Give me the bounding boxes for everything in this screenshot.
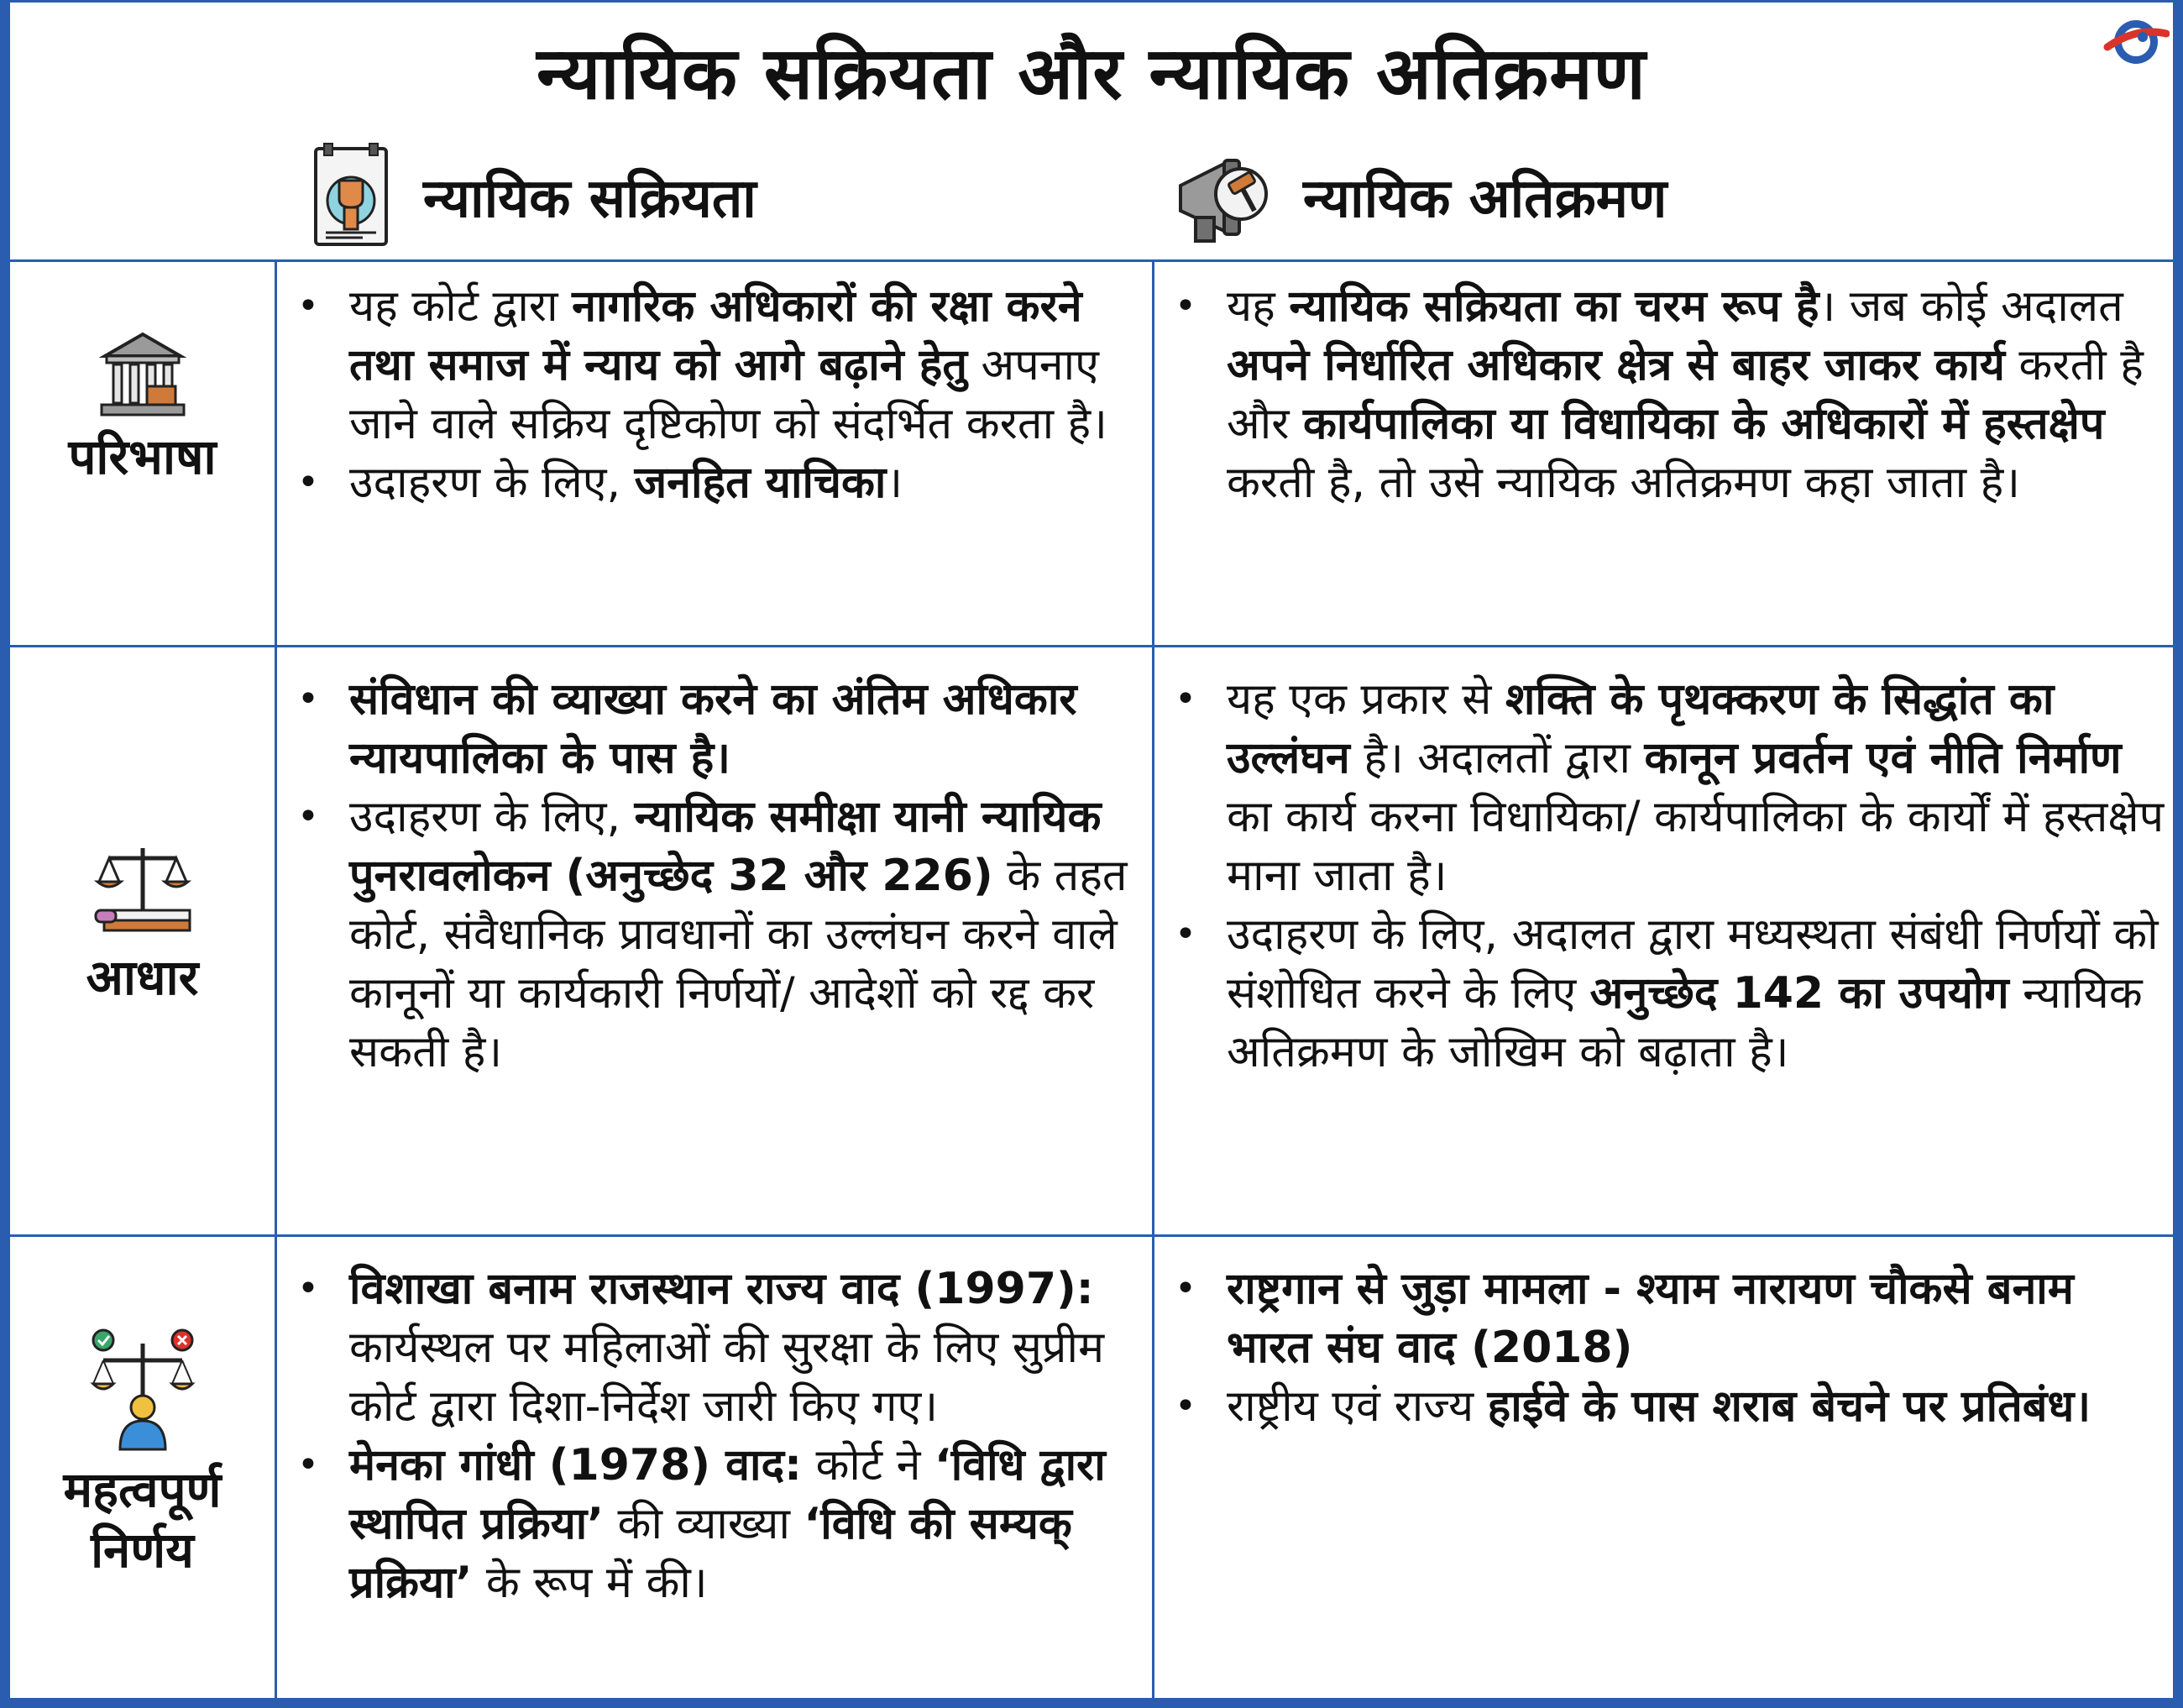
bullet-item xyxy=(284,788,1140,1082)
bullet-list xyxy=(1161,670,2169,1082)
brand-logo-icon xyxy=(2102,8,2170,69)
text: । xyxy=(886,458,903,508)
grid-line-label-column xyxy=(275,259,277,1698)
grid-line-row2 xyxy=(10,1234,2173,1237)
courthouse-icon xyxy=(97,327,189,420)
bold-text: संविधान की व्याख्या करने का अंतिम अधिकार न्यायपालिका के पास है। xyxy=(349,674,1077,783)
column-header-judicial-activism xyxy=(309,141,756,250)
cell-overreach-definition xyxy=(1161,277,2169,512)
bullet-item xyxy=(284,670,1140,788)
grid-line-row1 xyxy=(10,645,2173,647)
bullet-item xyxy=(1161,905,2169,1082)
bullet-list xyxy=(284,277,1140,512)
bullet-item xyxy=(284,1260,1140,1436)
row-label-judgments-text: महत्वपूर्ण निर्णय xyxy=(63,1461,222,1579)
bullet-item xyxy=(284,1436,1140,1612)
text: करती है, तो उसे न्यायिक अतिक्रमण कहा जाता है। xyxy=(1227,458,2020,508)
page-title: न्यायिक सक्रियता और न्यायिक अतिक्रमण xyxy=(537,32,1646,116)
text: यह कोर्ट द्वारा xyxy=(349,281,573,332)
text: उदाहरण के लिए, xyxy=(349,792,635,842)
text: की व्याख्या xyxy=(604,1499,804,1549)
bold-text: विशाखा बनाम राजस्थान राज्य वाद (1997): xyxy=(349,1264,1094,1314)
bold-text: अपने निर्धारित अधिकार क्षेत्र से बाहर जाकर कार्य xyxy=(1227,340,2005,390)
text: के रूप में की। xyxy=(472,1558,708,1608)
text: । जब कोई अदालत xyxy=(1819,281,2123,332)
bold-text: राष्ट्रगान से जुड़ा मामला - श्याम नारायण चौकसे बनाम भारत संघ वाद (2018) xyxy=(1227,1264,2074,1373)
protest-fist-document-icon xyxy=(309,142,393,249)
text: कार्यस्थल पर महिलाओं की सुरक्षा के लिए सुप्रीम कोर्ट द्वारा दिशा-निर्देश जारी किए गए। xyxy=(349,1323,1105,1432)
text: है। अदालतों द्वारा xyxy=(1349,733,1645,783)
text: यह xyxy=(1227,281,1290,332)
grid-line-middle xyxy=(1152,259,1154,1698)
row-label-definition xyxy=(10,327,275,487)
cell-overreach-judgments xyxy=(1161,1260,2169,1436)
bold-text: शक्ति के पृथक्करण के सिद्धांत का उल्लंघन xyxy=(1227,674,2055,783)
bold-text: हाईवे के पास शराब बेचने पर प्रतिबंध। xyxy=(1487,1381,2091,1432)
column-header-right-text: न्यायिक अतिक्रमण xyxy=(1303,167,1667,230)
scales-on-books-icon xyxy=(92,840,193,940)
bold-text: अनुच्छेद 142 का उपयोग xyxy=(1589,968,2009,1019)
bullet-item xyxy=(284,277,1140,453)
bullet-item xyxy=(1161,1260,2169,1377)
grid-line-header xyxy=(10,259,2173,262)
bullet-list xyxy=(1161,277,2169,512)
bold-text: जनहित याचिका xyxy=(634,458,887,508)
bold-text: कार्यपालिका या विधायिका के अधिकारों में हस्तक्षेप xyxy=(1303,399,2105,449)
bullet-list xyxy=(284,670,1140,1082)
row-label-basis-text: आधार xyxy=(86,949,199,1006)
judge-with-scales-icon xyxy=(88,1327,197,1453)
bold-text: कानून प्रवर्तन एवं नीति निर्माण xyxy=(1644,733,2122,783)
text: कोर्ट ने xyxy=(801,1440,934,1491)
gavel-megaphone-icon xyxy=(1174,145,1273,246)
cell-activism-judgments xyxy=(284,1260,1140,1612)
text: अपनाए जाने वाले सक्रिय दृष्टिकोण को संदर्भित करता है। xyxy=(349,340,1107,449)
bullet-list xyxy=(284,1260,1140,1612)
text: उदाहरण के लिए, xyxy=(349,458,635,508)
text: के तहत कोर्ट, संवैधानिक प्रावधानों का उल्लंघन करने वाले कानूनों या कार्यकारी निर्णयों/ आदेशों को रद्द कर सकती है। xyxy=(349,851,1128,1077)
bullet-list xyxy=(1161,1260,2169,1436)
row-label-definition-text: परिभाषा xyxy=(68,428,217,485)
bold-text: मेनका गांधी (1978) वाद: xyxy=(349,1440,802,1491)
cell-activism-definition xyxy=(284,277,1140,512)
bold-text: न्यायिक सक्रियता का चरम रूप है xyxy=(1289,281,1819,332)
text: राष्ट्रीय एवं राज्य xyxy=(1227,1381,1488,1432)
bullet-item xyxy=(1161,1377,2169,1436)
bold-text: ‘विधि की सम्यक् प्रक्रिया’ xyxy=(349,1499,1072,1608)
cell-overreach-basis xyxy=(1161,670,2169,1082)
text: न्यायिक अतिक्रमण के जोखिम को बढ़ाता है। xyxy=(1227,968,2143,1077)
bold-text: ‘विधि द्वारा स्थापित प्रक्रिया’ xyxy=(349,1440,1106,1549)
text: करती है और xyxy=(1227,340,2144,449)
text: का कार्य करना विधायिका/ कार्यपालिका के कार्यों में हस्तक्षेप माना जाता है। xyxy=(1227,792,2165,901)
bullet-item xyxy=(1161,277,2169,512)
row-label-basis xyxy=(10,840,275,1008)
bold-text: न्यायिक समीक्षा यानी न्यायिक पुनरावलोकन (अनुच्छेद 32 और 226) xyxy=(349,792,1102,901)
cell-activism-basis xyxy=(284,670,1140,1082)
text: उदाहरण के लिए, अदालत द्वारा मध्यस्थता संबंधी निर्णयों को संशोधित करने के लिए xyxy=(1227,909,2159,1019)
text: यह एक प्रकार से xyxy=(1227,674,1505,725)
row-label-judgments xyxy=(10,1327,275,1580)
column-header-left-text: न्यायिक सक्रियता xyxy=(423,167,756,230)
bullet-item xyxy=(1161,670,2169,905)
column-header-judicial-overreach xyxy=(1174,141,1667,250)
bold-text: नागरिक अधिकारों की रक्षा करने तथा समाज में न्याय को आगे बढ़ाने हेतु xyxy=(349,281,1082,390)
bullet-item xyxy=(284,453,1140,512)
